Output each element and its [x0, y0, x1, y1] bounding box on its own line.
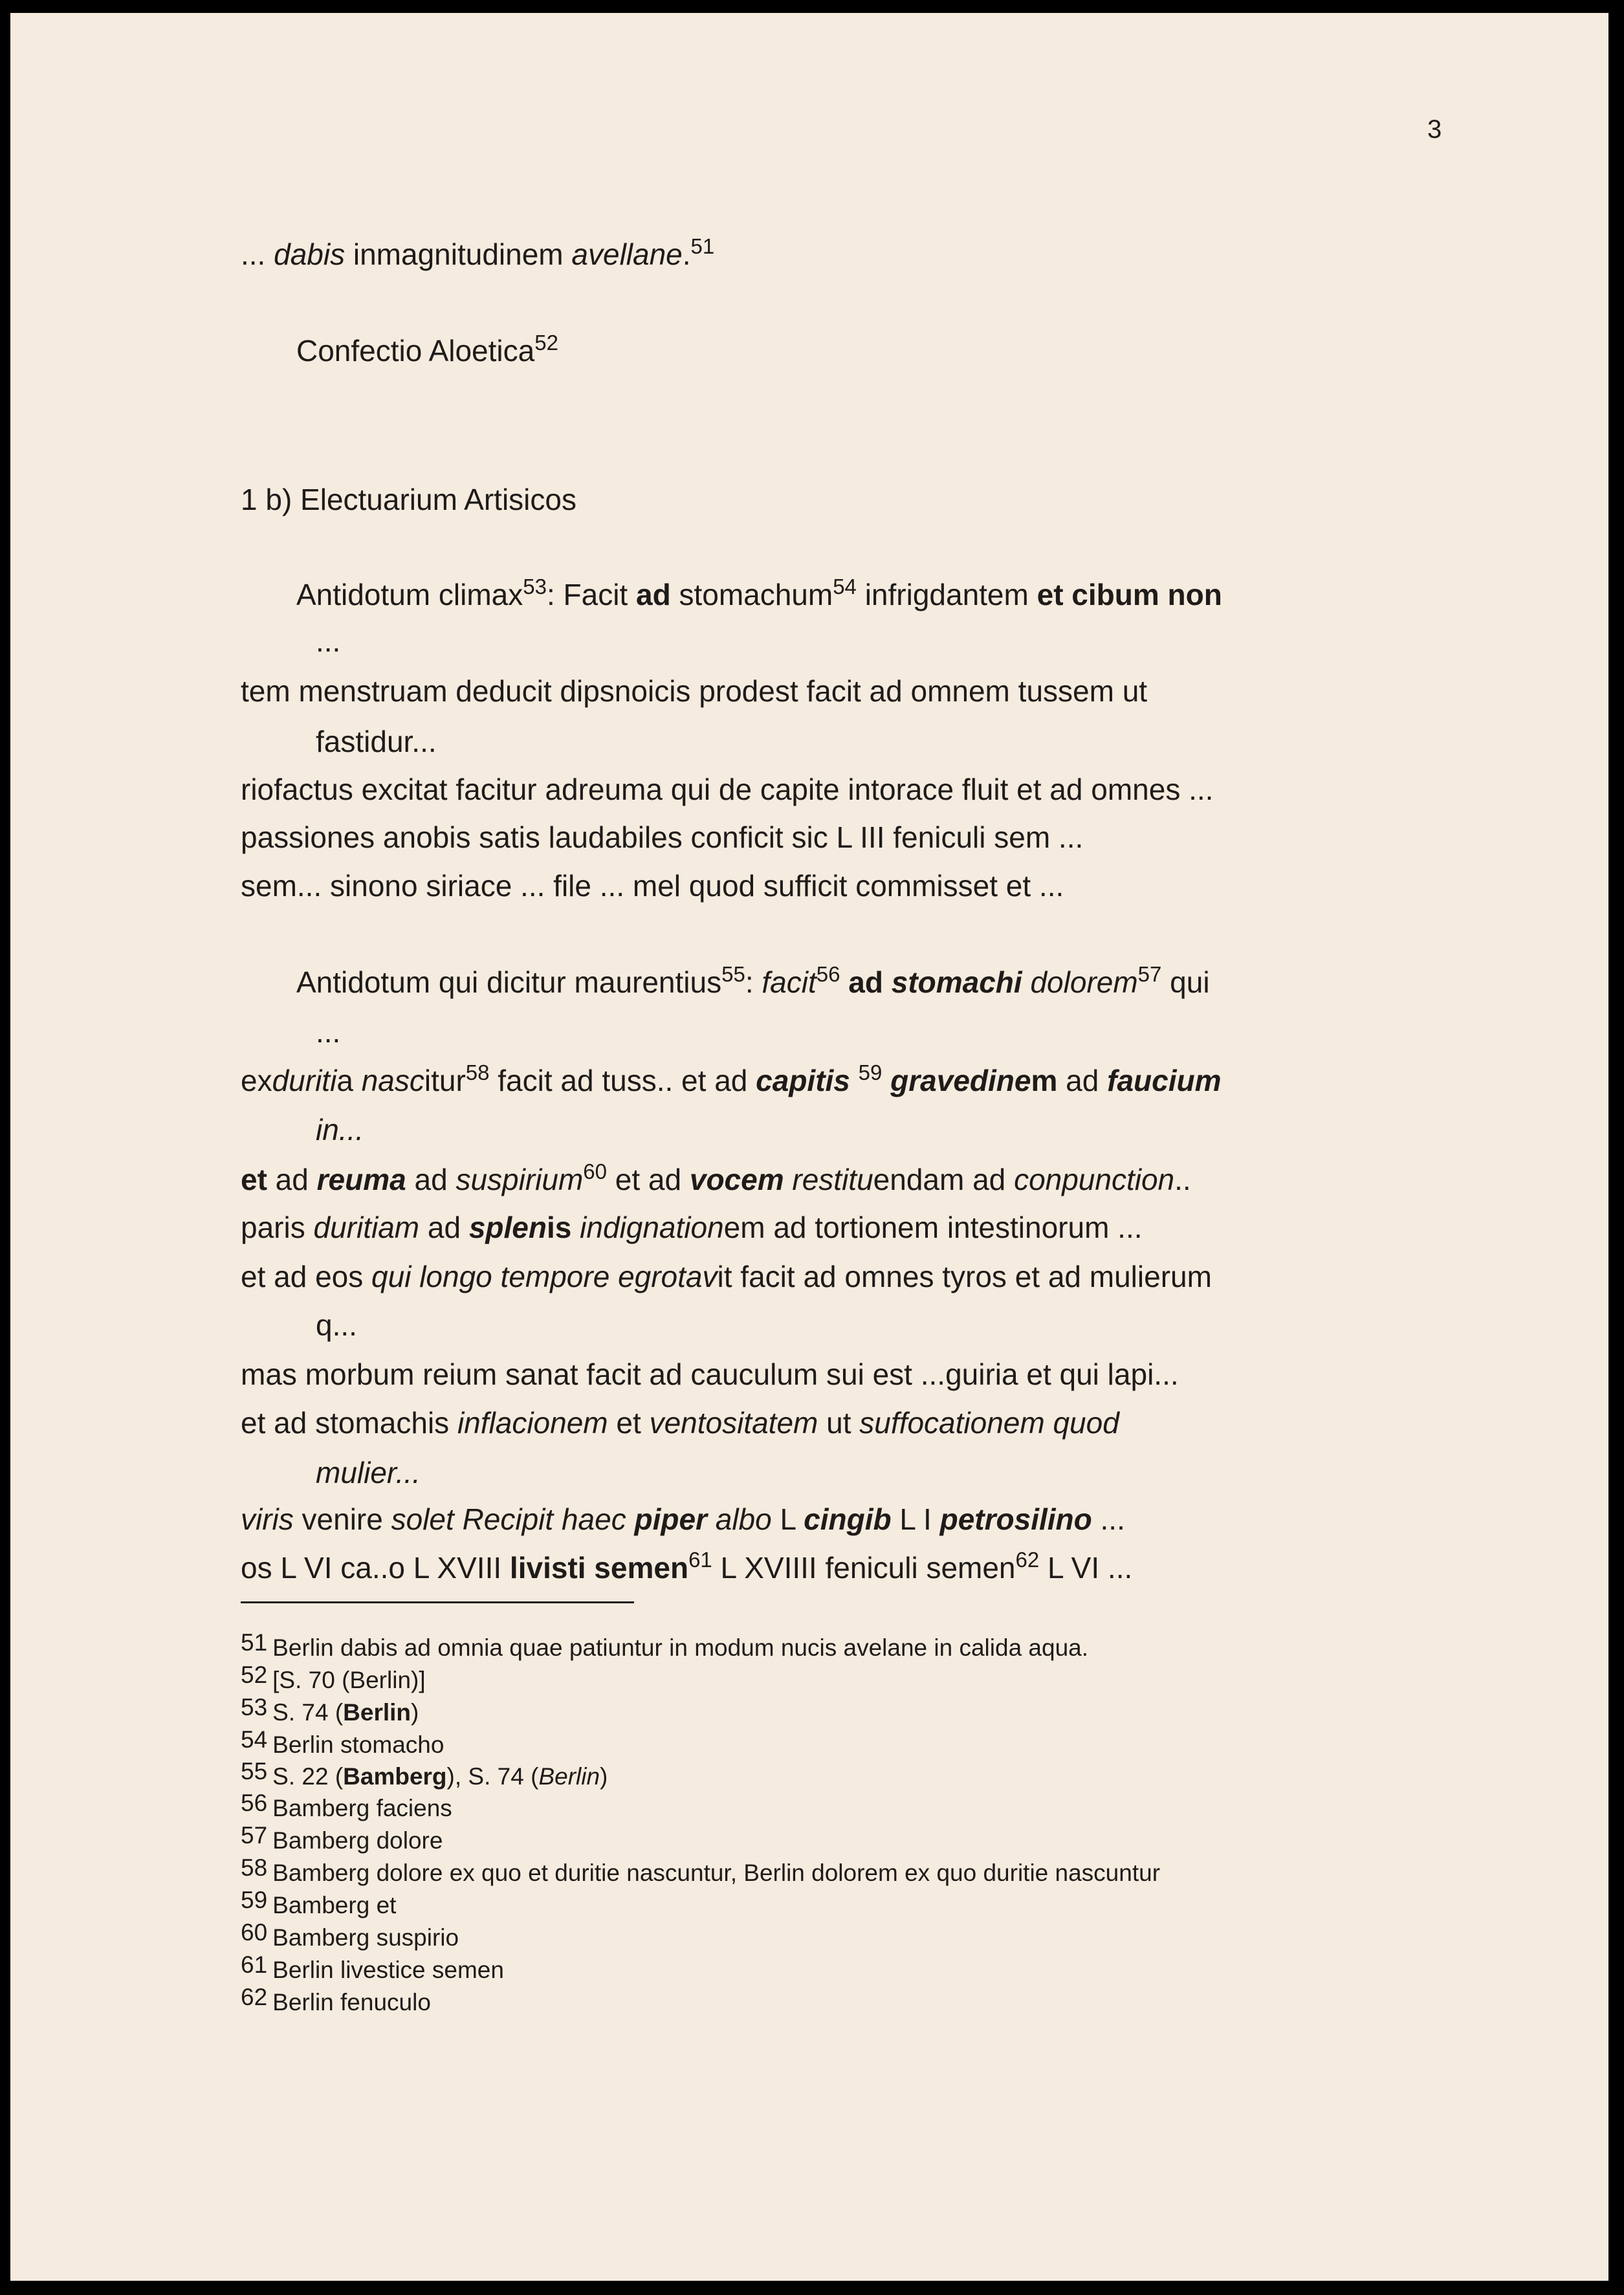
footnote: 59 Bamberg et: [241, 1887, 397, 1918]
footnote-ref: 51: [690, 234, 715, 258]
text-line: ... dabis inmagnitudinem avellane.$^{51}$: [241, 234, 715, 271]
footnote: 57 Bamberg dolore: [241, 1822, 443, 1854]
footnote: 53 S. 74 (Berlin): [241, 1694, 419, 1726]
footnote: 60 Bamberg suspirio: [241, 1919, 459, 1951]
footnote-ref: 60: [583, 1159, 607, 1183]
text-line: paris duritiam ad splenis indignationem ad tortionem intestinorum ...: [241, 1211, 1143, 1244]
footnote-ref: 55: [721, 962, 745, 986]
text-line: q...: [316, 1308, 357, 1342]
footnote-ref: 61: [688, 1548, 712, 1572]
text-line: os L VI ca..o L XVIII livisti semen$^{61}$ L XVIIII feniculi semen$^{62}$ L VI ...: [241, 1548, 1133, 1585]
text-line: passiones anobis satis laudabiles conficit sic L III feniculi sem ...: [241, 820, 1084, 854]
text-line: et ad stomachis inflacionem et ventositatem ut suffocationem quod: [241, 1406, 1119, 1440]
footnote-ref: 59: [858, 1060, 883, 1084]
text-line: sem... sinono siriace ... file ... mel quod sufficit commisset et ...: [241, 869, 1064, 903]
footnote: 51 Berlin dabis ad omnia quae patiuntur in modum nucis avelane in calida aqua.: [241, 1629, 1089, 1661]
footnote: 54 Berlin stomacho: [241, 1726, 444, 1758]
text-line: et ad reuma ad suspirium$^{60}$ et ad vocem restituendam ad conpunction..: [241, 1159, 1191, 1196]
text-line: Antidotum qui dicitur maurentius$^{55}$: facit$^{56}$ ad stomachi dolorem$^{57}$ qui: [296, 962, 1210, 999]
footnote: 61 Berlin livestice semen: [241, 1951, 504, 1983]
text-line: riofactus excitat facitur adreuma qui de capite intorace fluit et ad omnes ...: [241, 773, 1214, 806]
text-line: Antidotum climax$^{53}$: Facit ad stomachum$^{54}$ infrigdantem et cibum non: [296, 575, 1222, 611]
footnote-ref: 56: [816, 962, 840, 986]
text-line: et ad eos qui longo tempore egrotavit facit ad omnes tyros et ad mulierum: [241, 1260, 1212, 1293]
footnote: 55 S. 22 (Bamberg), S. 74 (Berlin): [241, 1758, 608, 1790]
footnote-ref: 52: [534, 331, 558, 355]
footnote-divider: [241, 1601, 634, 1603]
footnote-ref: 53: [523, 575, 547, 598]
text-line: Confectio Aloetica$^{52}$: [296, 331, 558, 368]
footnote: 62 Berlin fenuculo: [241, 1984, 431, 2015]
section-heading: 1 b) Electuarium Artisicos: [241, 483, 576, 516]
text-line: ...: [316, 1015, 341, 1049]
footnote: 52 [S. 70 (Berlin)]: [241, 1662, 426, 1693]
text-line: mas morbum reium sanat facit ad cauculum sui est ...guiria et qui lapi...: [241, 1357, 1179, 1391]
document-page: [10, 13, 1608, 2281]
text-line: in...: [316, 1113, 364, 1147]
footnote-ref: 54: [833, 575, 857, 598]
footnote: 58 Bamberg dolore ex quo et duritie nascuntur, Berlin dolorem ex quo duritie nascuntur: [241, 1854, 1161, 1886]
footnote-ref: 58: [465, 1060, 490, 1084]
footnote: 56 Bamberg faciens: [241, 1790, 452, 1821]
footnote-ref: 57: [1137, 962, 1162, 986]
text-line: fastidur...: [316, 725, 437, 758]
text-line: tem menstruam deducit dipsnoicis prodest facit ad omnem tussem ut: [241, 674, 1148, 708]
text-line: mulier...: [316, 1456, 421, 1489]
text-line: exduritia nascitur$^{58}$ facit ad tuss.. et ad capitis $^{59}$ gravedinem ad faucium: [241, 1060, 1222, 1097]
footnote-ref: 62: [1015, 1548, 1040, 1572]
page-number: 3: [1427, 115, 1442, 144]
text-line: ...: [316, 624, 341, 658]
text-line: viris venire solet Recipit haec piper albo L cingib L I petrosilino ...: [241, 1502, 1125, 1536]
